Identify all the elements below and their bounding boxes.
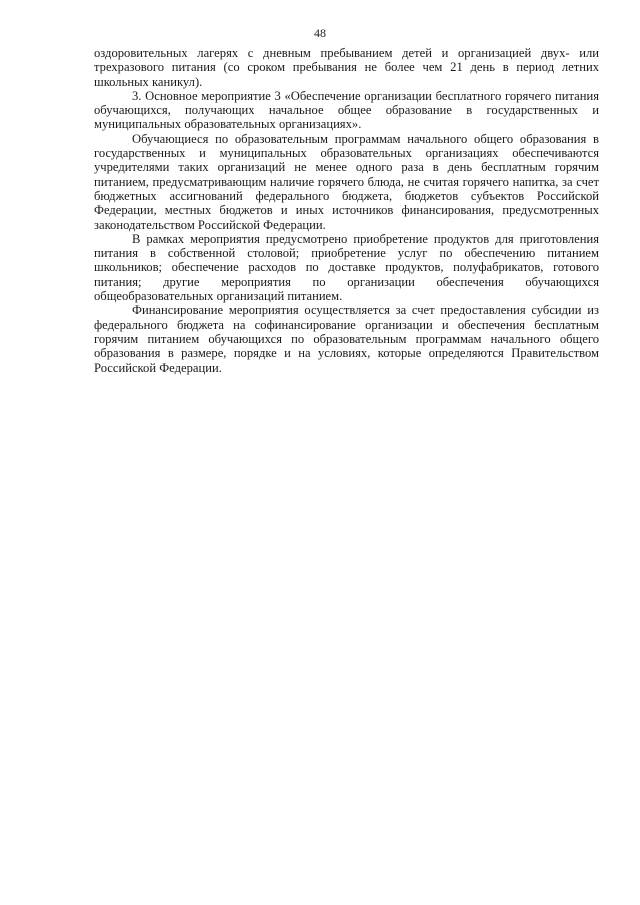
paragraph-main-activity-3: 3. Основное мероприятие 3 «Обеспечение организации бесплатного горячего питания обучающихся, получающих начальное общее образование в государственных и муниципальных образовательных организациях». xyxy=(94,88,599,132)
paragraph-activity-scope: В рамках мероприятия предусмотрено приобретение продуктов для приготовления питания в собственной столовой; приобретение услуг по обеспечению питанием школьников; обеспечение расходов по доставке продуктов, полуфабрикатов, готового питания; другие мероприятия по организации обеспечения обучающихся общеобразовательных организаций питанием. xyxy=(94,231,599,304)
document-body xyxy=(94,46,599,375)
paragraph-financing: Финансирование мероприятия осуществляется за счет предоставления субсидии из федерального бюджета на софинансирование организации и обеспечения бесплатным горячим питанием обучающихся по образовательным программам начального общего образования в размере, порядке и на условиях, которые определяются Правительством Российской Федерации. xyxy=(94,303,599,375)
page-number: 48 xyxy=(314,26,326,40)
paragraph-continuation: оздоровительных лагерях с дневным пребыванием детей и организацией двух- или трехразового питания (со сроком пребывания не более чем 21 день в период летних школьных каникул). xyxy=(94,46,599,89)
paragraph-students-meals: Обучающиеся по образовательным программам начального общего образования в государственных и муниципальных образовательных организациях обеспечиваются учредителями таких организаций не менее одного раза в день бесплатным горячим питанием, предусматривающим наличие горячего блюда, не считая горячего напитка, за счет бюджетных ассигнований федерального бюджета, бюджетов субъектов Российской Федерации, местных бюджетов и иных источников финансирования, предусмотренных законодательством Российской Федерации. xyxy=(94,131,599,232)
